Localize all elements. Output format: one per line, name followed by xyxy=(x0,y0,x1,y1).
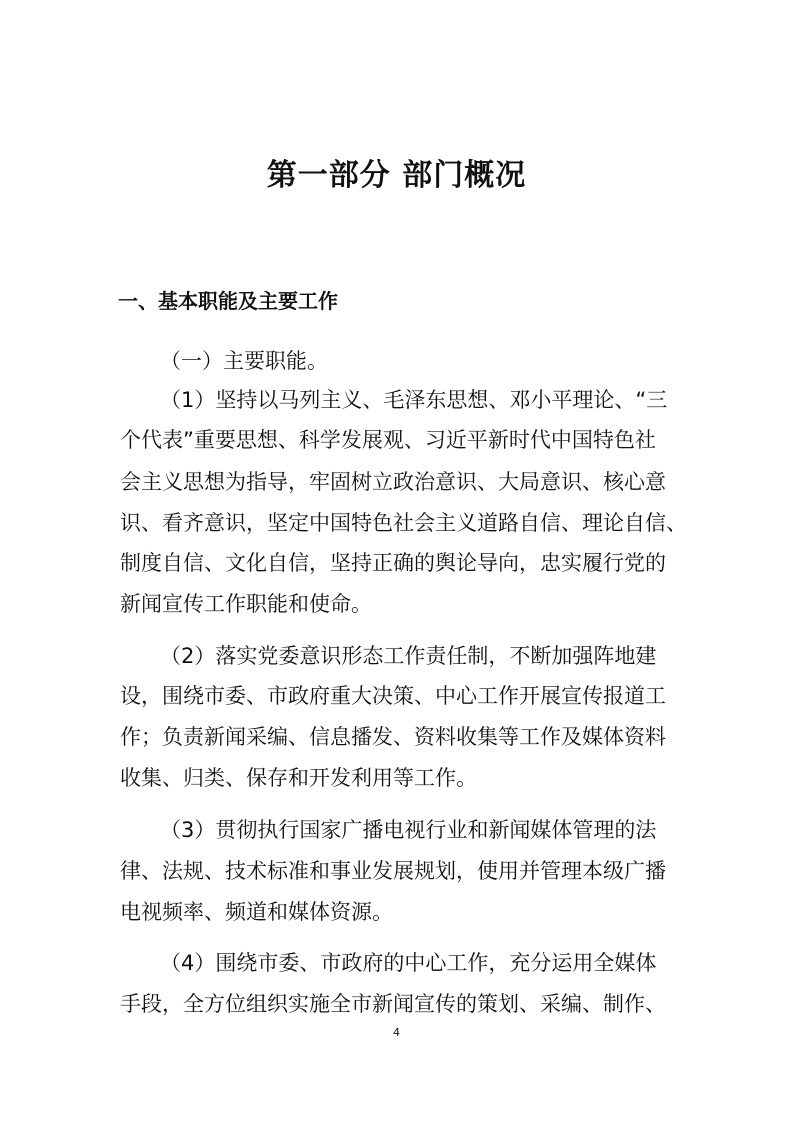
page-title: 第一部分 部门概况 xyxy=(266,158,527,193)
paragraph-1-line-3: 会主义思想为指导，牢固树立政治意识、大局意识、核心意 xyxy=(120,470,666,494)
paragraph-2-line-2: 设，围绕市委、市政府重大决策、中心工作开展宣传报道工 xyxy=(120,684,666,708)
paragraph-2-line-3: 作；负责新闻采编、信息播发、资料收集等工作及媒体资料 xyxy=(120,725,666,749)
paragraph-1-line-5: 制度自信、文化自信，坚持正确的舆论导向，忠实履行党的 xyxy=(120,551,666,575)
paragraph-3-line-1: （3）贯彻执行国家广播电视行业和新闻媒体管理的法 xyxy=(160,818,657,842)
paragraph-2-line-1: （2）落实党委意识形态工作责任制，不断加强阵地建 xyxy=(160,644,657,668)
paragraph-1-line-2: 个代表”重要思想、科学发展观、习近平新时代中国特色社 xyxy=(120,428,656,452)
section-heading: 一、基本职能及主要工作 xyxy=(118,289,338,313)
paragraph-2-line-4: 收集、归类、保存和开发利用等工作。 xyxy=(120,766,477,790)
paragraph-4-line-2: 手段，全方位组织实施全市新闻宣传的策划、采编、制作、 xyxy=(120,992,666,1016)
paragraph-3-line-3: 电视频率、频道和媒体资源。 xyxy=(120,900,393,924)
paragraph-3-line-2: 律、法规、技术标准和事业发展规划，使用并管理本级广播 xyxy=(120,859,666,883)
paragraph-4-line-1: （4）围绕市委、市政府的中心工作，充分运用全媒体 xyxy=(160,951,657,975)
paragraph-1-line-4: 识、看齐意识，坚定中国特色社会主义道路自信、理论自信、 xyxy=(120,511,687,535)
subheading-main-functions: （一）主要职能。 xyxy=(160,349,328,373)
paragraph-1-line-1: （1）坚持以马列主义、毛泽东思想、邓小平理论、“三 xyxy=(160,388,668,412)
paragraph-1-line-6: 新闻宣传工作职能和使命。 xyxy=(120,592,372,616)
page-number: 4 xyxy=(393,1026,400,1039)
